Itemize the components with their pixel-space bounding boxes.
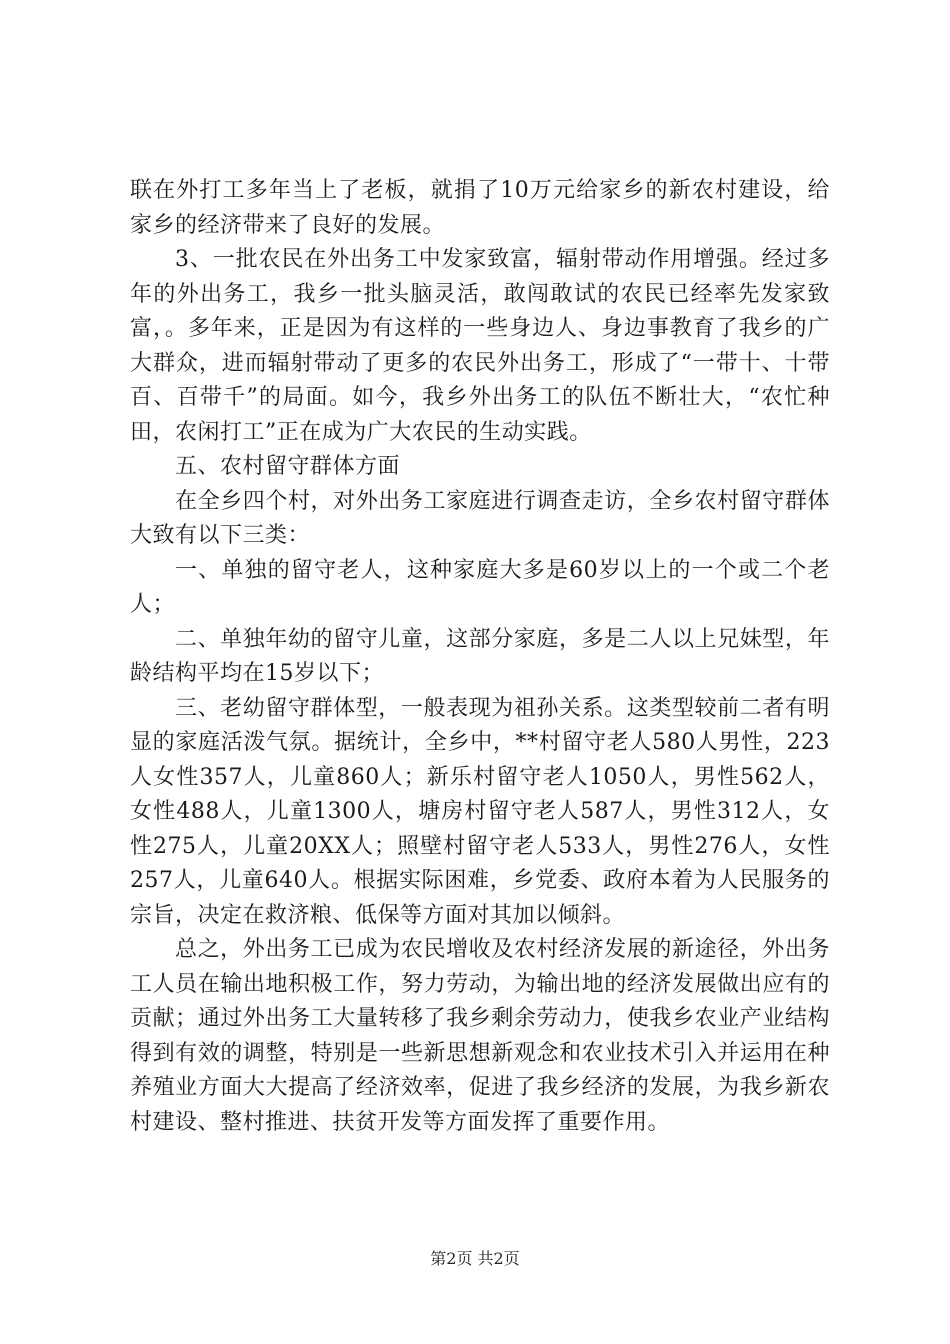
page-number-footer: 第2页 共2页 xyxy=(430,1249,520,1268)
paragraph-migrant-success: 3、一批农民在外出务工中发家致富，辐射带动作用增强。经过多年的外出务工，我乡一批头脑灵活，敢闯敢试的农民已经率先发家致富，。多年来，正是因为有这样的一些身边人、身边事教育了我乡的广大群众，进而辐射带动了更多的农民外出务工，形成了“一带十、十带百、百带千”的局面。如今，我乡外出务工的队伍不断壮大，“农忙种田，农闲打工”正在成为广大农民的生动实践。 xyxy=(130,247,830,445)
paragraph-category-children: 二、单独年幼的留守儿童，这部分家庭，多是二人以上兄妹型，年龄结构平均在15岁以下； xyxy=(130,626,830,686)
document-body xyxy=(130,174,830,1140)
paragraph-category-elderly: 一、单独的留守老人，这种家庭大多是60岁以上的一个或二个老人； xyxy=(130,557,830,617)
section-heading-left-behind: 五、农村留守群体方面 xyxy=(175,454,401,479)
paragraph-category-mixed-statistics: 三、老幼留守群体型，一般表现为祖孙关系。这类型较前二者有明显的家庭活泼气氛。据统计，全乡中，**村留守老人580人男性，223人女性357人，儿童860人；新乐村留守老人1050人，男性562人，女性488人，儿童1300人，塘房村留守老人587人，男性312人，女性275人，儿童20XX人；照壁村留守老人533人，男性276人，女性257人，儿童640人。根据实际困难，乡党委、政府本着为人民服务的宗旨，决定在救济粮、低保等方面对其加以倾斜。 xyxy=(130,695,831,928)
paragraph-survey-intro: 在全乡四个村，对外出务工家庭进行调查走访，全乡农村留守群体大致有以下三类： xyxy=(130,488,830,548)
paragraph-continuation: 联在外打工多年当上了老板，就捐了10万元给家乡的新农村建设，给家乡的经济带来了良好的发展。 xyxy=(130,178,830,238)
paragraph-conclusion: 总之，外出务工已成为农民增收及农村经济发展的新途径，外出务工人员在输出地积极工作，努力劳动，为输出地的经济发展做出应有的贡献；通过外出务工大量转移了我乡剩余劳动力，使我乡农业产业结构得到有效的调整，特别是一些新思想新观念和农业技术引入并运用在种养殖业方面大大提高了经济效率，促进了我乡经济的发展，为我乡新农村建设、整村推进、扶贫开发等方面发挥了重要作用。 xyxy=(130,937,830,1135)
